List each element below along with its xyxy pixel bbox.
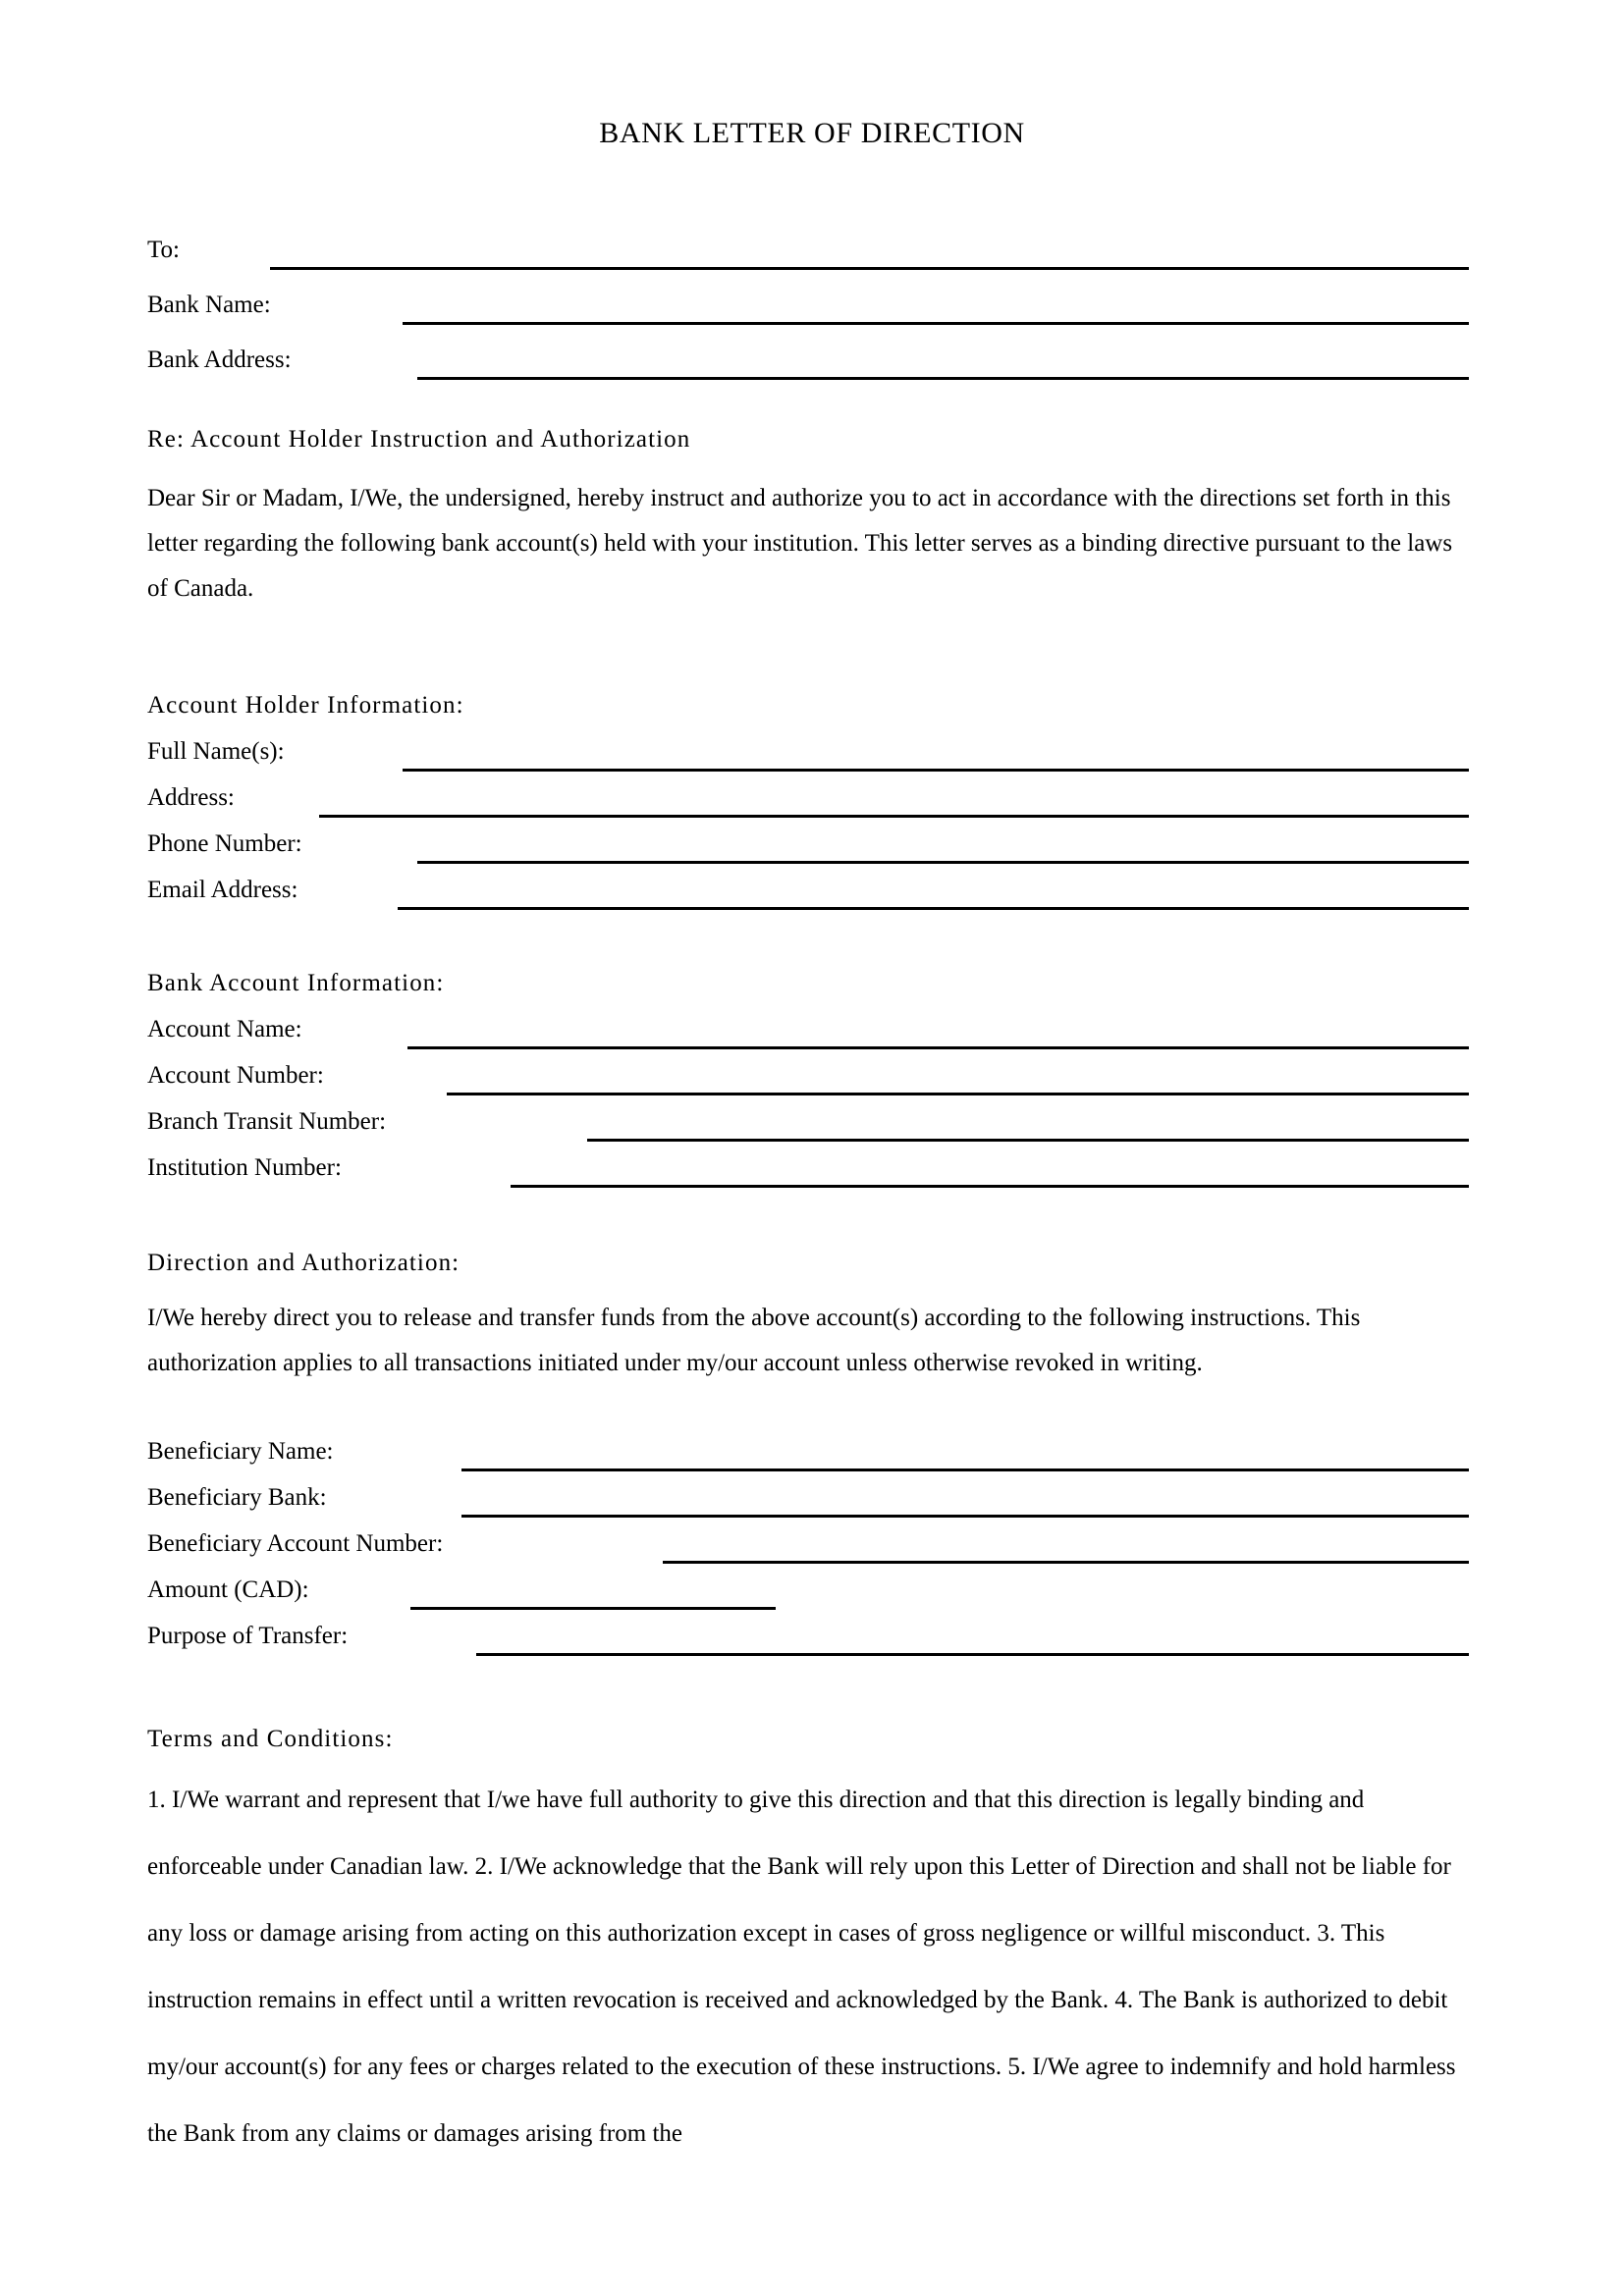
beneficiary-bank-label: Beneficiary Bank: xyxy=(147,1484,327,1511)
phone-number-input-rule[interactable] xyxy=(417,861,1469,864)
beneficiary-name-label: Beneficiary Name: xyxy=(147,1438,334,1465)
purpose-of-transfer-input-rule[interactable] xyxy=(476,1653,1469,1656)
beneficiary-account-number-label: Beneficiary Account Number: xyxy=(147,1530,444,1557)
beneficiary-name-input-rule[interactable] xyxy=(461,1468,1469,1471)
full-name-label: Full Name(s): xyxy=(147,738,285,765)
address-label: Address: xyxy=(147,784,235,811)
direction-authorization-heading: Direction and Authorization: xyxy=(147,1250,460,1276)
institution-number-input-rule[interactable] xyxy=(511,1185,1469,1188)
terms-conditions-heading: Terms and Conditions: xyxy=(147,1726,394,1752)
beneficiary-account-number-input-rule[interactable] xyxy=(663,1561,1469,1564)
to-label: To: xyxy=(147,237,180,263)
page-title: BANK LETTER OF DIRECTION xyxy=(599,117,1025,149)
account-holder-heading: Account Holder Information: xyxy=(147,692,464,719)
bank-address-label: Bank Address: xyxy=(147,347,292,373)
to-input-rule[interactable] xyxy=(270,267,1469,270)
institution-number-label: Institution Number: xyxy=(147,1154,342,1181)
bank-name-input-rule[interactable] xyxy=(403,322,1469,325)
account-name-input-rule[interactable] xyxy=(407,1046,1469,1049)
email-address-input-rule[interactable] xyxy=(398,907,1469,910)
account-number-input-rule[interactable] xyxy=(447,1093,1469,1095)
beneficiary-bank-input-rule[interactable] xyxy=(461,1515,1469,1518)
phone-number-label: Phone Number: xyxy=(147,830,302,857)
direction-paragraph: I/We hereby direct you to release and transfer funds from the above account(s) according to the following instructions. This authorization applies to all transactions initiated under my/our account unless otherwise revoked in writing. xyxy=(147,1305,1361,1376)
amount-cad-input-rule[interactable] xyxy=(410,1607,776,1610)
bank-name-label: Bank Name: xyxy=(147,292,271,318)
account-name-label: Account Name: xyxy=(147,1016,302,1042)
full-name-input-rule[interactable] xyxy=(403,769,1469,772)
email-address-label: Email Address: xyxy=(147,877,298,903)
branch-transit-number-label: Branch Transit Number: xyxy=(147,1108,387,1135)
intro-paragraph: Dear Sir or Madam, I/We, the undersigned, hereby instruct and authorize you to act in accordance with the directions set forth in this letter regarding the following bank account(s) held with your institution. This letter serves as a binding directive pursuant to the laws of Canada. xyxy=(147,485,1453,602)
account-number-label: Account Number: xyxy=(147,1062,324,1089)
bank-address-input-rule[interactable] xyxy=(417,377,1469,380)
branch-transit-number-input-rule[interactable] xyxy=(587,1139,1469,1142)
amount-cad-label: Amount (CAD): xyxy=(147,1576,309,1603)
address-input-rule[interactable] xyxy=(319,815,1469,818)
purpose-of-transfer-label: Purpose of Transfer: xyxy=(147,1623,349,1649)
re-subject-line: Re: Account Holder Instruction and Authorization xyxy=(147,426,691,453)
terms-conditions-paragraph: 1. I/We warrant and represent that I/we have full authority to give this direction and that this direction is legally binding and enforceable under Canadian law. 2. I/We acknowledge that the Bank will rely upon this Letter of Direction and shall not be liable for any loss or damage arising from acting on this authorization except in cases of gross negligence or willful misconduct. 3. This instruction remains in effect until a written revocation is received and acknowledged by the Bank. 4. The Bank is authorized to debit my/our account(s) for any fees or charges related to the execution of these instructions. 5. I/We agree to indemnify and hold harmless the Bank from any claims or damages arising from the xyxy=(147,1787,1456,2147)
bank-account-heading: Bank Account Information: xyxy=(147,970,445,996)
